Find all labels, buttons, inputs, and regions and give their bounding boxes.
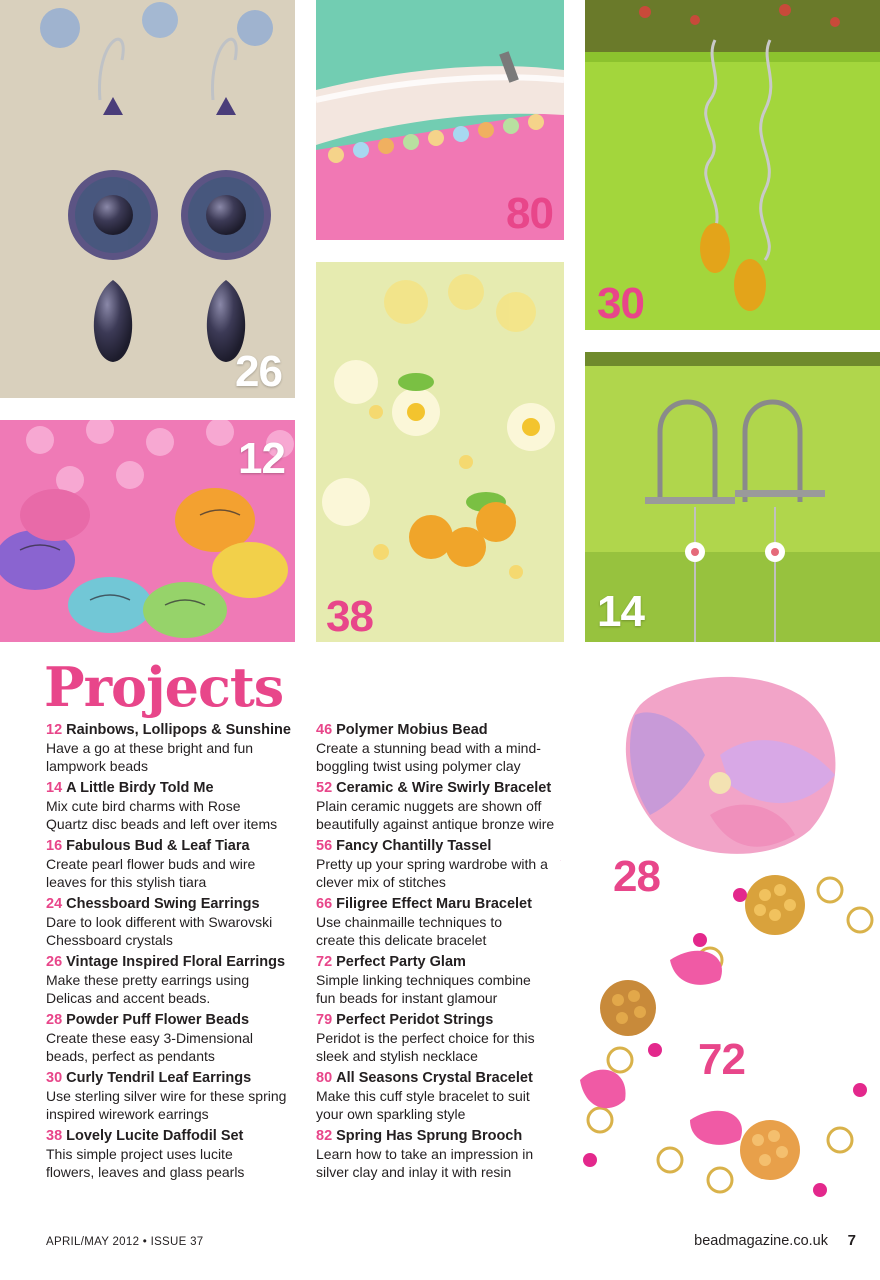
project-desc: Make these pretty earrings using Delicas and accent beads. (46, 971, 250, 1007)
project-title: Perfect Peridot Strings (336, 1011, 494, 1028)
project-item[interactable] (46, 895, 311, 950)
project-page: 26 (46, 953, 63, 970)
project-title: Vintage Inspired Floral Earrings (66, 953, 286, 970)
page-number: 7 (847, 1232, 856, 1249)
project-desc: Make this cuff style bracelet to suit your own sparkling style (316, 1087, 530, 1123)
project-item[interactable] (46, 1011, 311, 1066)
project-title: Powder Puff Flower Beads (66, 1011, 250, 1028)
project-desc: Peridot is the perfect choice for this sleek and stylish necklace (316, 1029, 535, 1065)
project-item[interactable] (316, 1011, 581, 1066)
project-page: 80 (316, 1069, 333, 1086)
project-item[interactable] (46, 837, 311, 892)
project-title: A Little Birdy Told Me (66, 779, 214, 796)
website-link[interactable]: beadmagazine.co.uk (694, 1233, 828, 1249)
project-page: 14 (46, 779, 63, 796)
page-ref-14: 14 (597, 587, 644, 636)
project-desc: Mix cute bird charms with Rose Quartz disc beads and left over items (46, 797, 278, 833)
project-page: 56 (316, 837, 333, 854)
projects-column-right (316, 721, 581, 1185)
projects-column-left (46, 721, 311, 1185)
project-title: Filigree Effect Maru Bracelet (336, 895, 532, 912)
project-page: 30 (46, 1069, 63, 1086)
project-item[interactable] (316, 721, 581, 776)
project-item[interactable] (316, 779, 581, 834)
project-item[interactable] (46, 1127, 311, 1182)
project-desc: Plain ceramic nuggets are shown off beautifully against antique bronze wire (316, 797, 555, 833)
project-title: Ceramic & Wire Swirly Bracelet (336, 779, 552, 796)
project-page: 52 (316, 779, 333, 796)
project-desc: Pretty up your spring wardrobe with a clever mix of stitches (316, 855, 548, 891)
project-title: Curly Tendril Leaf Earrings (66, 1069, 252, 1086)
page-ref-30: 30 (597, 279, 644, 328)
project-title: Chessboard Swing Earrings (66, 895, 260, 912)
project-desc: Simple linking techniques combine fun beads for instant glamour (316, 971, 531, 1007)
section-title: Projects (44, 655, 284, 719)
photo-lampwork-beads (0, 420, 295, 642)
project-item[interactable] (316, 895, 581, 950)
puff-bead-image (610, 665, 880, 865)
project-page: 79 (316, 1011, 333, 1028)
photo-earrings-spiral (585, 0, 880, 330)
project-page: 72 (316, 953, 333, 970)
project-item[interactable] (316, 1127, 581, 1182)
page-ref-80: 80 (506, 189, 553, 238)
photo-puff-bead (610, 665, 880, 901)
project-item[interactable] (46, 953, 311, 1008)
issue-label: APRIL/MAY 2012 • ISSUE 37 (46, 1236, 204, 1248)
project-page: 46 (316, 722, 333, 738)
project-title: All Seasons Crystal Bracelet (336, 1069, 533, 1086)
project-title: Perfect Party Glam (336, 953, 466, 970)
project-desc: Have a go at these bright and fun lampwork beads (46, 740, 254, 775)
project-page: 24 (46, 895, 63, 912)
photo-bird-earrings (585, 352, 880, 642)
project-item[interactable] (316, 837, 581, 892)
project-desc: Learn how to take an impression in silver clay and inlay it with resin (316, 1145, 534, 1181)
page-ref-12: 12 (238, 434, 285, 483)
photo-earrings-pearl (0, 0, 295, 398)
project-item[interactable] (46, 1069, 311, 1124)
project-title: Rainbows, Lollipops & Sunshine (66, 722, 291, 738)
project-page: 82 (316, 1127, 333, 1144)
project-title: Fancy Chantilly Tassel (336, 837, 492, 854)
project-page: 66 (316, 895, 333, 912)
project-desc: Dare to look different with Swarovski Chessboard crystals (46, 913, 273, 949)
project-page: 12 (46, 722, 63, 738)
page-ref-26: 26 (235, 347, 282, 396)
earrings-pearl-image (0, 0, 295, 398)
project-title: Lovely Lucite Daffodil Set (66, 1127, 244, 1144)
project-item[interactable] (46, 779, 311, 834)
project-desc: Create these easy 3-Dimensional beads, perfect as pendants (46, 1029, 253, 1065)
project-desc: This simple project uses lucite flowers, leaves and glass pearls (46, 1145, 245, 1181)
page-ref-28: 28 (613, 852, 660, 901)
project-desc: Use chainmaille techniques to create this delicate bracelet (316, 913, 502, 949)
project-title: Spring Has Sprung Brooch (336, 1127, 523, 1144)
page-ref-38: 38 (326, 592, 373, 641)
photo-party-glam (560, 860, 880, 1220)
photo-daffodil-set (316, 262, 564, 642)
project-desc: Create pearl flower buds and wire leaves for this stylish tiara (46, 855, 256, 891)
project-desc: Use sterling silver wire for these spring inspired wirework earrings (46, 1087, 287, 1123)
project-page: 38 (46, 1127, 63, 1144)
project-item[interactable] (316, 1069, 581, 1124)
project-page: 16 (46, 837, 63, 854)
daffodil-set-image (316, 262, 564, 642)
project-title: Fabulous Bud & Leaf Tiara (66, 837, 250, 854)
project-page: 28 (46, 1011, 63, 1028)
project-item[interactable] (46, 721, 311, 776)
page-ref-72: 72 (698, 1035, 745, 1084)
project-item[interactable] (316, 953, 581, 1008)
project-title: Polymer Mobius Bead (336, 722, 488, 738)
project-desc: Create a stunning bead with a mind- boggling twist using polymer clay (316, 740, 541, 775)
photo-bracelet-crystal (316, 0, 564, 240)
